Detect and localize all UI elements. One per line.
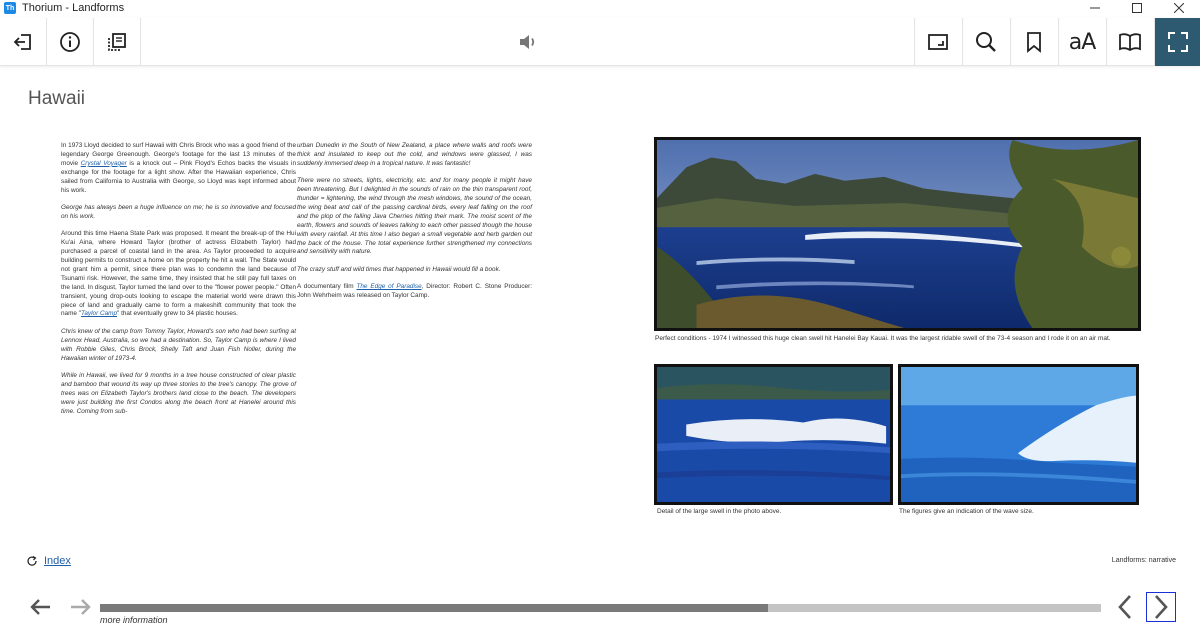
text-settings-button[interactable] [1058, 18, 1105, 66]
history-back-arrow-icon[interactable] [28, 594, 54, 620]
book-icon [1118, 30, 1142, 54]
section-label: Landforms: narrative [1111, 557, 1176, 564]
search-button[interactable] [962, 18, 1009, 66]
index-link[interactable] [26, 555, 71, 567]
minimize-icon [1090, 3, 1100, 13]
title-bar [0, 0, 1200, 16]
paragraph: Around this time Haena State Park was proposed. It meant the break-up of the Hui Ku'ai Aina, where Howard Taylor (brother of actress Elizabeth Taylor) had purchased a parcel of coastal land in the area. As Taylor proceeded to acquire building permits to construct a home on the property he hit a wall. The State would not grant him a permit, since there plan was to condemn the land because of Tsunami risk. However, the same time, they insisted that he still pay full taxes on the land. In disgust, Taylor turned the land over to the "flower power people." Often transient, young drop-outs looking to escape the material world were drawn this piece of land and gradually came to form a makeshift community that took the name "Taylor Camp" that eventually grew to 34 plastic houses. [61, 230, 296, 318]
exit-icon [11, 30, 35, 54]
speaker-icon[interactable] [516, 30, 540, 54]
taylor-camp-link[interactable]: Taylor Camp [81, 310, 118, 318]
info-icon [58, 30, 82, 54]
more-information-label[interactable]: more information [100, 615, 168, 625]
reading-progress-fill [100, 604, 768, 612]
app-logo-icon: Th [4, 2, 16, 14]
reading-progress-bar[interactable] [100, 604, 1101, 612]
toc-icon [105, 30, 129, 54]
text-size-icon: aA [1068, 29, 1096, 55]
search-icon [974, 30, 998, 54]
quote-paragraph: George has always been a huge influence on me; he is so innovative and focused on his work. [61, 203, 296, 220]
wave-size-photo [898, 364, 1139, 505]
hanalei-bay-photo [654, 137, 1141, 331]
quote-paragraph: There were no streets, lights, electricity, etc. and for many people it might have been threatening. But I delighted in the sounds of rain on the thin transparent roof, thunder = lightening, the wind through the mesh windows, the sound of the ocean, the wing beat and call of the passing cardinal birds, every leaf falling on the roof and the plop of the falling Java Cherries hitting their mark. The moist scent of the earth, flowers and sounds of leaves talking to each other passed though the house with every rainfall. At this time I also began a small vegetable and herb garden out the back of the house. The total experience further strengthened my connections and sensitivity with nature. [297, 177, 532, 256]
reading-mode-button[interactable] [1106, 18, 1153, 66]
maximize-icon [1132, 3, 1142, 13]
minimize-button[interactable] [1074, 0, 1116, 16]
quote-paragraph: Chris knew of the camp from Tommy Taylor, Howard's son who had been surfing at Lennox Head, Australia, so we had a destination. So, Taylor Camp is where I lived with Robbie Giles, Chris Brock, Shelly Taft and Juan Fish Noller, during the Hawaiian winter of 1973-4. [61, 327, 296, 362]
window-title: Thorium - Landforms [22, 2, 125, 14]
chevron-left-icon [1115, 594, 1135, 620]
close-button[interactable] [1158, 0, 1200, 16]
maximize-button[interactable] [1116, 0, 1158, 16]
fullscreen-icon [1166, 30, 1190, 54]
fullscreen-button[interactable] [1154, 18, 1200, 66]
screen-button[interactable] [914, 18, 961, 66]
screen-icon [926, 30, 950, 54]
previous-page-button[interactable] [1110, 592, 1140, 622]
quote-paragraph: urban Dunedin in the South of New Zealand, a place where walls and roofs were thick and insulated to keep out the cold, and windows were glassed, I was suddenly immersed deep in a tropical nature. It was fantastic! [297, 142, 532, 167]
history-forward-arrow-icon[interactable] [67, 594, 93, 620]
paragraph: In 1973 Lloyd decided to surf Hawaii with Chris Brock who was a good friend of the legendary George Greenough. George's footage for the last 13 minutes of the movie Crystal Voyager is a knock out – Pink Floyd's Echos backs the visuals in exchange for the footage for a light show. After the Hawaiian experience, Chris sailed from California to Australia with George, so Lloyd was kept informed about his work. [61, 142, 296, 194]
crystal-voyager-link[interactable]: Crystal Voyager [80, 159, 127, 167]
reader-toolbar [0, 18, 1200, 66]
back-to-library-button[interactable] [0, 18, 47, 66]
paragraph: A documentary film The Edge of Paradise, Director: Robert C. Stone Producer: John Wehrheim was released on Taylor Camp. [297, 283, 532, 300]
swell-detail-photo [654, 364, 893, 505]
text-column-1 [61, 142, 296, 425]
next-page-button[interactable] [1146, 592, 1176, 622]
detail-photo-caption: Detail of the large swell in the photo above. [657, 508, 782, 515]
index-link-label[interactable]: Index [44, 555, 71, 567]
navigation-button[interactable] [94, 18, 141, 66]
page-title: Hawaii [28, 88, 86, 109]
info-button[interactable] [47, 18, 94, 66]
chevron-right-icon [1151, 594, 1171, 620]
text-column-2 [297, 142, 532, 310]
main-photo-caption: Perfect conditions - 1974 I witnessed this huge clean swell hit Hanelei Bay Kauai. It was the largest ridable swell of the 73-4 season and I rode it on an air mat. [655, 335, 1111, 342]
edge-of-paradise-link[interactable]: The Edge of Paradise [356, 283, 422, 291]
quote-paragraph: The crazy stuff and wild times that happened in Hawaii would fill a book. [297, 265, 501, 273]
close-icon [1174, 3, 1184, 13]
wave-size-caption: The figures give an indication of the wave size. [899, 508, 1034, 515]
bookmark-icon [1022, 30, 1046, 54]
quote-paragraph: While in Hawaii, we lived for 9 months in a tree house constructed of clear plastic and bamboo that wound its way up three stories to the tree's canopy. The grove of trees was on Elizabeth Taylor's brothers land close to the beach. The developers were just building the first Condos along the beach front at Hanelei around this time. Coming from sub- [61, 371, 296, 415]
refresh-icon [26, 555, 38, 567]
bookmark-button[interactable] [1010, 18, 1057, 66]
